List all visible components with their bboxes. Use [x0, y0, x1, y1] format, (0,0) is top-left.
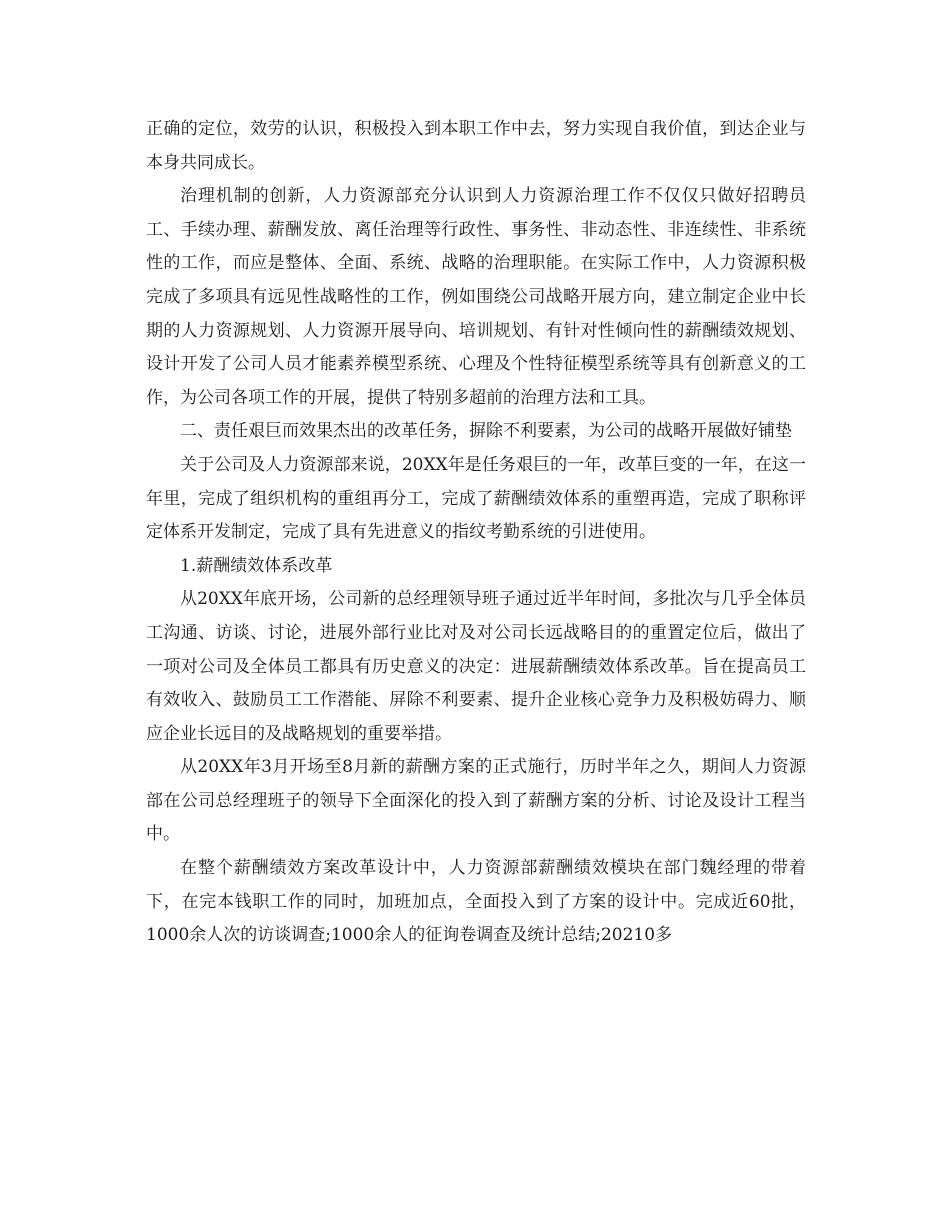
paragraph-management-innovation: 治理机制的创新，人力资源部充分认识到人力资源治理工作不仅仅只做好招聘员工、手续办理、薪酬发放、离任治理等行政性、事务性、非动态性、非连续性、非系统性的工作，而应是整体、全面、系统、战略的治理职能。在实际工作中，人力资源积极完成了多项具有远见性战略性的工作，例如围绕公司战略开展方向，建立制定企业中长期的人力资源规划、人力资源开展导向、培训规划、有针对性倾向性的薪酬绩效规划、设计开发了公司人员才能素养模型系统、心理及个性特征模型系统等具有创新意义的工作，为公司各项工作的开展，提供了特别多超前的治理方法和工具。	[146, 186, 806, 408]
document-body	[146, 113, 806, 953]
paragraph-continuation: 正确的定位，效劳的认识，积极投入到本职工作中去，努力实现自我价值，到达企业与本身共同成长。	[146, 119, 806, 173]
paragraph-reform-design: 在整个薪酬绩效方案改革设计中，人力资源部薪酬绩效模块在部门魏经理的带着下，在完本钱职工作的同时，加班加点，全面投入到了方案的设计中。完成近60批，1000余人次的访谈调查;1000余人的征询卷调查及统计总结;20210多	[146, 858, 806, 946]
section-heading-reform: 二、责任艰巨而效果杰出的改革任务，摒除不利要素，为公司的战略开展做好铺垫	[180, 421, 792, 442]
paragraph-reform-timeline: 从20XX年3月开场至8月新的薪酬方案的正式施行，历时半年之久，期间人力资源部在公司总经理班子的领导下全面深化的投入到了薪酬方案的分析、讨论及设计工程当中。	[146, 757, 806, 845]
subsection-heading-salary-reform: 1.薪酬绩效体系改革	[180, 555, 333, 576]
paragraph-year-summary: 关于公司及人力资源部来说，20XX年是任务艰巨的一年，改革巨变的一年，在这一年里，完成了组织机构的重组再分工，完成了薪酬绩效体系的重塑再造，完成了职称评定体系开发制定，完成了具有先进意义的指纹考勤系统的引进使用。	[146, 454, 806, 543]
paragraph-reform-decision: 从20XX年底开场，公司新的总经理领导班子通过近半年时间，多批次与几乎全体员工沟通、访谈、讨论，进展外部行业比对及对公司长远战略目的的重置定位后，做出了一项对公司及全体员工都具有历史意义的决定：进展薪酬绩效体系改革。旨在提高员工有效收入、鼓励员工工作潜能、屏除不利要素、提升企业核心竞争力及积极妨碍力、顺应企业长远目的及战略规划的重要举措。	[146, 589, 806, 744]
